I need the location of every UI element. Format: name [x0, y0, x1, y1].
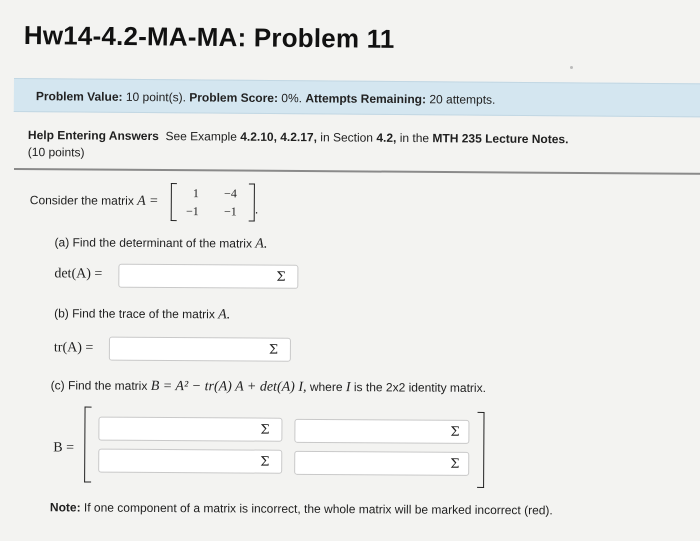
matrix-a — [171, 183, 259, 222]
problem-value-label: Problem Value: — [35, 89, 123, 104]
det-label: det(A) = — [54, 266, 103, 282]
part-b-var: A. — [218, 307, 231, 323]
example-refs: 4.2.10, 4.2.17, — [240, 129, 318, 145]
in-the-text: in the — [399, 130, 430, 146]
matrix-cell: −4 — [224, 186, 237, 201]
matrix-b-right-bracket — [477, 412, 484, 488]
help-entering-answers-link[interactable]: Help Entering Answers — [27, 127, 159, 144]
in-section-text: in Section — [320, 130, 374, 145]
sigma-icon[interactable]: Σ — [450, 424, 460, 440]
sigma-icon[interactable]: Σ — [260, 422, 270, 438]
trace-label: tr(A) = — [53, 340, 94, 356]
section-ref: 4.2, — [376, 130, 397, 145]
see-example-text: See Example — [165, 129, 237, 144]
points-text: (10 points) — [27, 144, 85, 160]
note — [50, 500, 553, 517]
b22-input[interactable] — [294, 451, 469, 476]
part-a-question — [55, 235, 268, 252]
statement-period: . — [254, 201, 259, 217]
problem-statement — [30, 193, 159, 210]
attempts-remaining-label: Attempts Remaining: — [305, 91, 427, 107]
sigma-icon[interactable]: Σ — [450, 456, 460, 472]
matrix-cell: −1 — [185, 204, 199, 219]
note-label: Note: — [49, 500, 81, 515]
part-a-text: (a) Find the determinant of the matrix — [54, 235, 253, 251]
identity-var: I — [345, 380, 351, 396]
note-text: If one component of a matrix is incorrect, the whole matrix will be marked incorrect (red). — [83, 500, 553, 518]
sigma-icon[interactable]: Σ — [268, 342, 279, 358]
part-a-var: A. — [255, 236, 268, 252]
b21-input[interactable] — [98, 449, 282, 474]
part-c-text-pre: (c) Find the matrix — [50, 378, 148, 393]
matrix-cell: −1 — [223, 204, 237, 219]
left-bracket — [171, 183, 177, 221]
matrix-b-label: B = — [53, 440, 75, 456]
lecture-notes-ref: MTH 235 Lecture Notes. — [432, 131, 569, 147]
trace-input[interactable] — [109, 337, 291, 362]
attempts-remaining: 20 attempts. — [429, 92, 496, 107]
matrix-cell: 1 — [192, 186, 199, 201]
b12-input[interactable] — [294, 419, 469, 444]
problem-score-label: Problem Score: — [189, 90, 279, 106]
part-c-text-post: is the 2x2 identity matrix. — [353, 380, 487, 395]
part-c-text-where: where — [309, 379, 343, 395]
problem-score: 0%. — [281, 91, 303, 106]
problem-value: 10 point(s). — [125, 89, 186, 105]
det-input[interactable] — [118, 264, 298, 289]
b11-input[interactable] — [98, 417, 282, 442]
part-c-question — [51, 378, 486, 397]
consider-text: Consider the matrix — [29, 193, 134, 208]
sigma-icon[interactable]: Σ — [260, 454, 270, 470]
page-title: Hw14-4.2-MA-MA: Problem 11 — [23, 20, 395, 54]
sigma-icon[interactable]: Σ — [276, 269, 286, 285]
matrix-name: A = — [137, 193, 159, 209]
part-b-question — [54, 306, 230, 323]
part-b-text: (b) Find the trace of the matrix — [54, 306, 215, 322]
part-c-formula: B = A² − tr(A) A + det(A) I, — [150, 378, 307, 395]
matrix-b-left-bracket — [84, 407, 91, 483]
